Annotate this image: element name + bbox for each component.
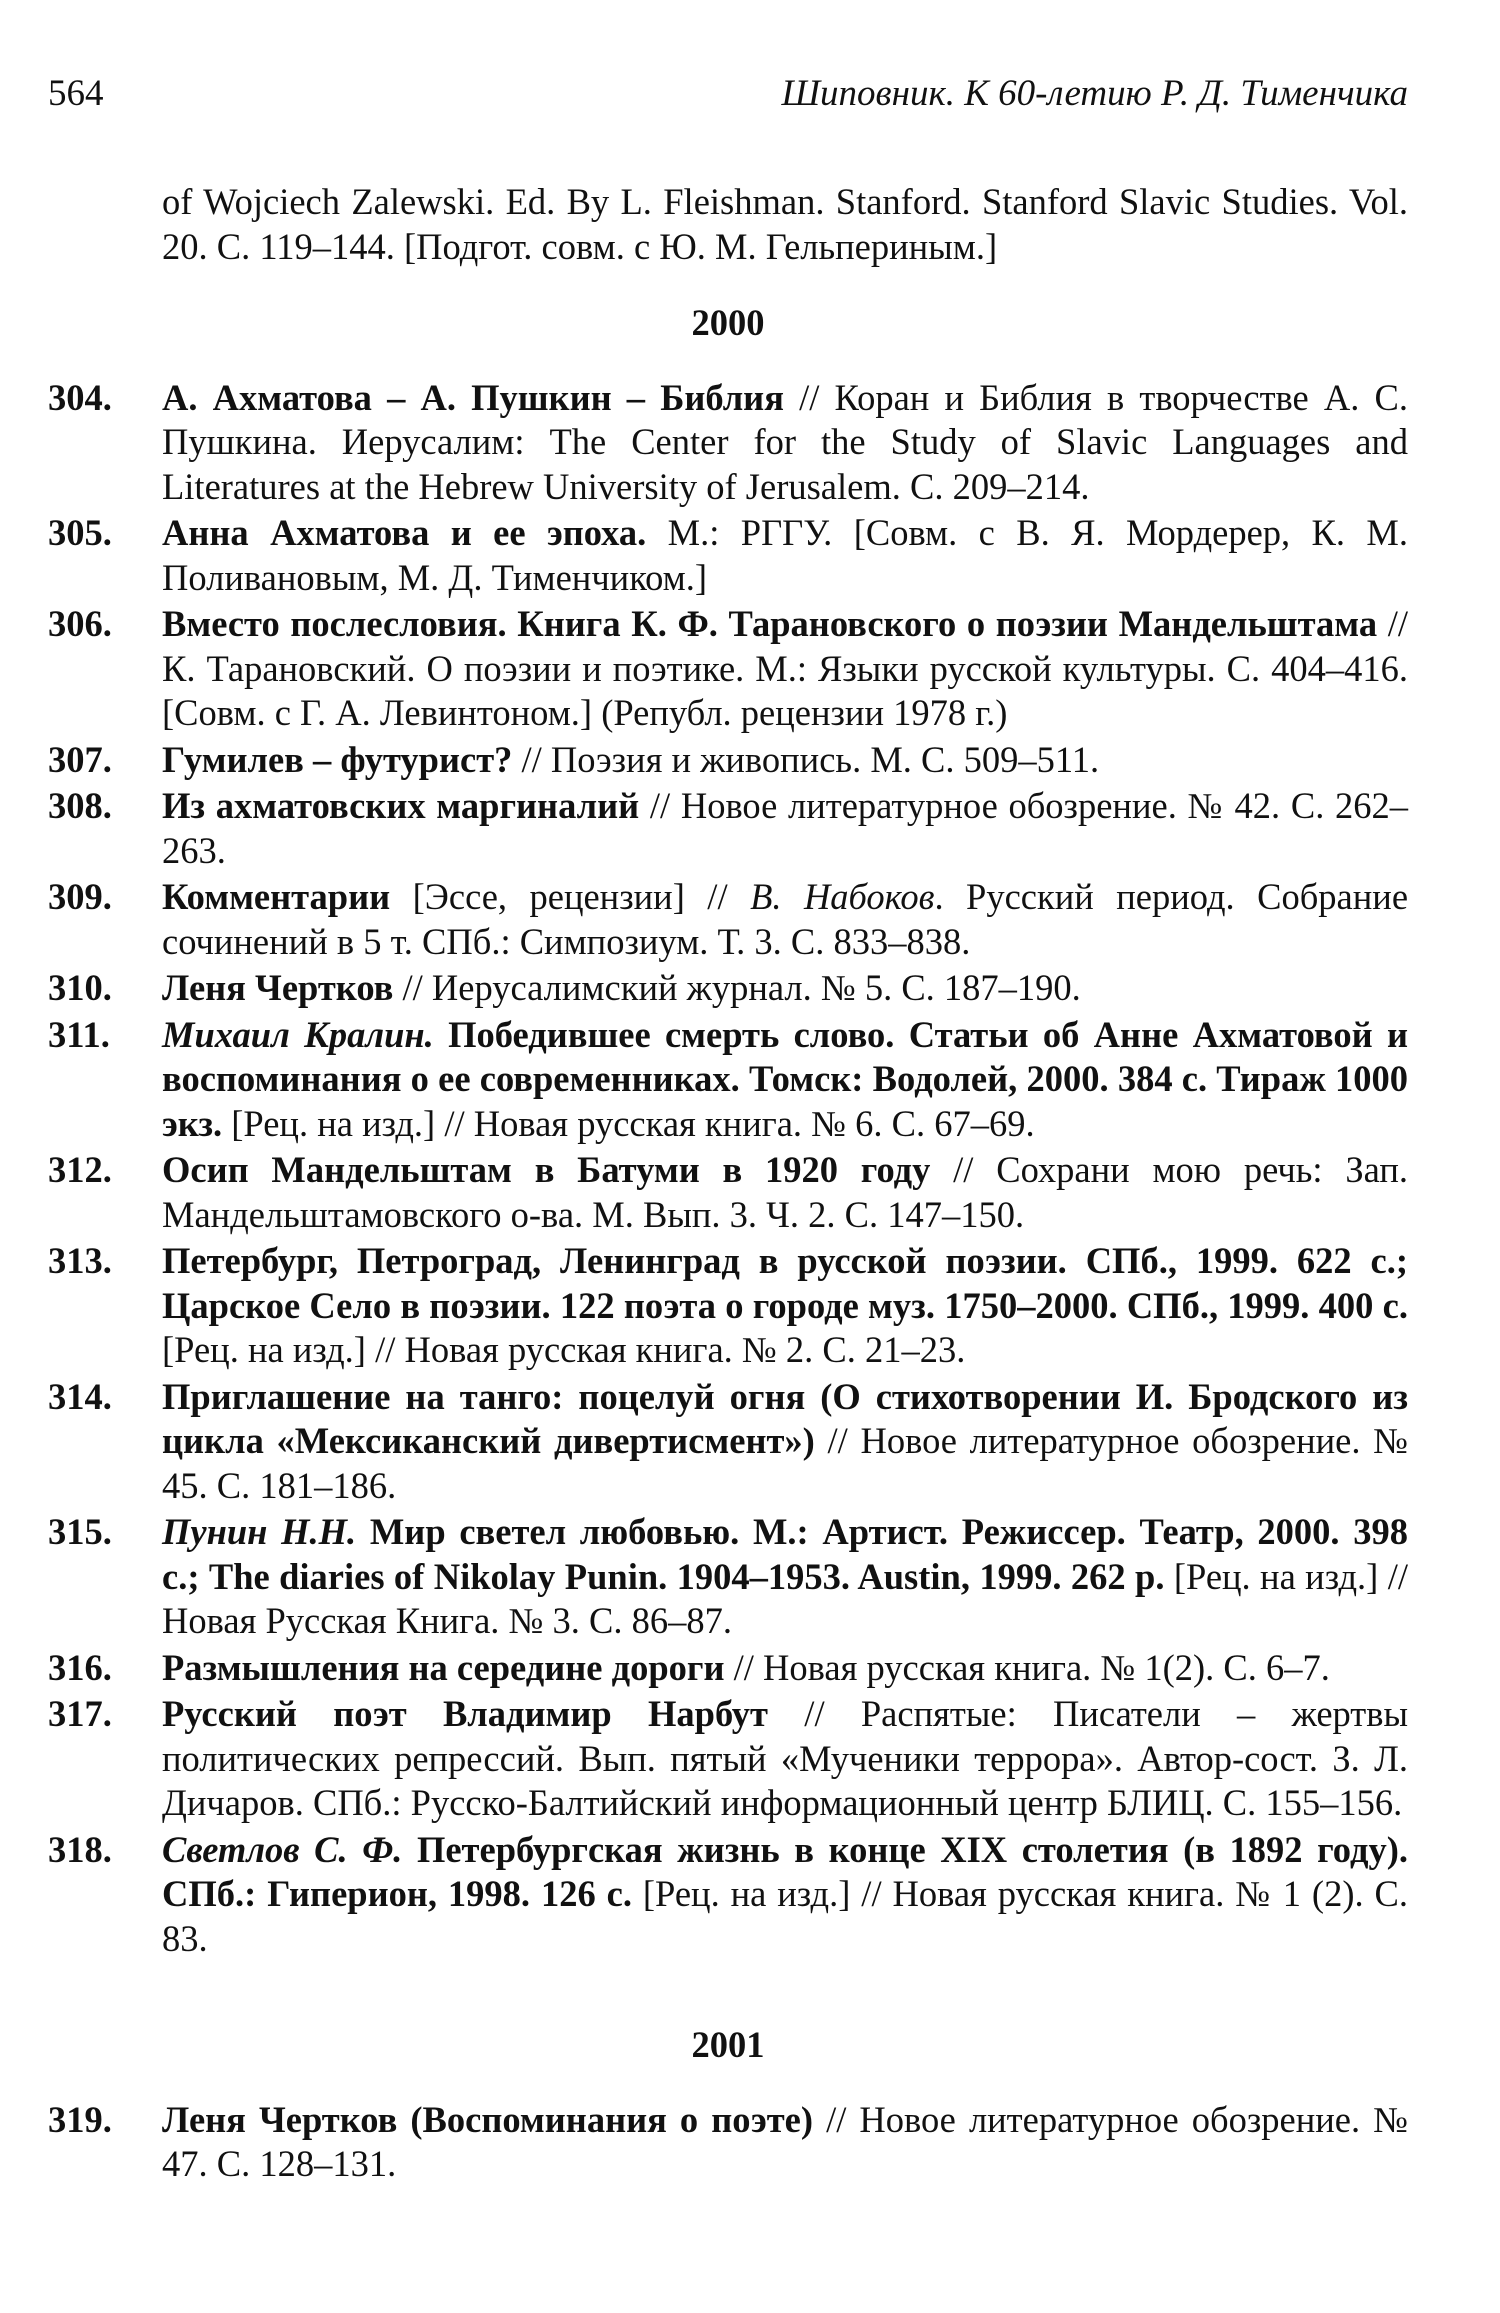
- entry-author: Михаил Кралин.: [162, 1013, 434, 1055]
- entry-details: [Эссе, рецензии] //: [390, 876, 751, 917]
- entry-details-continued: . Русский период. Собрание сочинений в 5 т. СПб.: Симпозиум. Т. 3. С. 833–838.: [162, 876, 1409, 962]
- entry-details: // Новое литературное обозрение. № 42. С. 262–263.: [162, 785, 1409, 871]
- entry-details: [Рец. на изд.] // Новая Русская Книга. № 3. С. 86–87.: [162, 1555, 1408, 1641]
- entry-details: М.: РГГУ. [Совм. с В. Я. Мордерер, К. М. Поливановым, М. Д. Тименчиком.]: [162, 512, 1409, 598]
- entry-307: [48, 738, 1408, 783]
- entry-312: [48, 1148, 1408, 1237]
- entry-title: Из ахматовских маргиналий: [162, 785, 640, 826]
- entry-title: Леня Чертков: [162, 967, 394, 1008]
- entry-number: 317.: [48, 1693, 112, 1734]
- entry-314: [48, 1375, 1408, 1509]
- entry-305: [48, 511, 1408, 600]
- entry-number: 311.: [48, 1013, 110, 1055]
- entry-details: // Новое литературное обозрение. № 47. С. 128–131.: [162, 2098, 1408, 2184]
- entry-title: Мир светел любовью. М.: Артист. Режиссер. Театр, 2000. 398 с.; The diaries of Nikolay Punin. 1904–1953. Austin, 1999. 262 p.: [162, 1511, 1408, 1597]
- entry-details: // Новая русская книга. № 1(2). С. 6–7.: [724, 1646, 1330, 1688]
- entry-title: Победившее смерть слово. Статьи об Анне Ахматовой и воспоминания о ее современниках. Томск: Водолей, 2000. 384 с. Тираж 1000 экз.: [162, 1013, 1409, 1144]
- entry-number: 314.: [48, 1375, 112, 1417]
- entry-number: 312.: [48, 1149, 112, 1190]
- entry-315: [48, 1510, 1408, 1644]
- entry-317: [48, 1692, 1408, 1826]
- entry-308: [48, 784, 1408, 873]
- entry-author: Пунин Н.Н.: [162, 1511, 357, 1552]
- entry-details: // Поэзия и живопись. М. С. 509–511.: [512, 738, 1100, 780]
- entry-number: 304.: [48, 376, 112, 418]
- entry-number: 316.: [48, 1646, 112, 1688]
- entry-number: 313.: [48, 1240, 112, 1281]
- entry-details: [Рец. на изд.] // Новая русская книга. № 2. С. 21–23.: [162, 1329, 966, 1370]
- bibliography-content: [48, 180, 1408, 2189]
- entry-details: [Рец. на изд.] // Новая русская книга. № 6. С. 67–69.: [222, 1102, 1035, 1144]
- continuation-paragraph: of Wojciech Zalewski. Ed. By L. Fleishman. Stanford. Stanford Slavic Studies. Vol. 20. С. 119–144. [Подгот. совм. с Ю. М. Гельпериным.]: [162, 181, 1408, 267]
- entry-italic-author: В. Набоков: [750, 876, 935, 917]
- entry-number: 318.: [48, 1828, 112, 1870]
- entry-title: Осип Мандельштам в Батуми в 1920 году: [162, 1149, 931, 1190]
- entry-title: Петербург, Петроград, Ленинград в русской поэзии. СПб., 1999. 622 с.; Царское Село в поэзии. 122 поэта о городе муз. 1750–2000. СПб., 1999. 400 с.: [162, 1240, 1408, 1326]
- running-title: Шиповник. К 60-летию Р. Д. Тименчика: [781, 73, 1408, 114]
- entry-details: // Сохрани мою речь: Зап. Мандельштамовского о-ва. М. Вып. 3. Ч. 2. С. 147–150.: [162, 1149, 1408, 1235]
- entry-309: [48, 875, 1408, 964]
- year-heading-2001: 2001: [691, 2024, 765, 2065]
- entry-author: Светлов С. Ф.: [162, 1828, 403, 1870]
- entry-title: Размышления на середине дороги: [162, 1646, 725, 1688]
- entry-details: [Рец. на изд.] // Новая русская книга. № 1 (2). С. 83.: [162, 1873, 1408, 1959]
- entry-313: [48, 1239, 1408, 1373]
- entry-title: А. Ахматова – А. Пушкин – Библия: [162, 376, 784, 418]
- entry-title: Анна Ахматова и ее эпоха.: [162, 512, 647, 553]
- entry-number: 310.: [48, 967, 112, 1008]
- entry-316: [48, 1646, 1408, 1691]
- entry-title: Леня Чертков (Воспоминания о поэте): [162, 2098, 814, 2140]
- entry-title: Гумилев – футурист?: [162, 738, 513, 780]
- entry-title: Приглашение на танго: поцелуй огня (О стихотворении И. Бродского из цикла «Мексиканский дивертисмент»): [162, 1375, 1408, 1461]
- page-number: 564: [48, 73, 104, 114]
- entry-title: Русский поэт Владимир Нарбут: [162, 1693, 768, 1734]
- entry-details: // Новое литературное обозрение. № 45. С. 181–186.: [162, 1420, 1408, 1506]
- entry-310: [48, 966, 1408, 1011]
- entry-title: Вместо послесловия. Книга К. Ф. Тарановского о поэзии Мандельштама: [162, 603, 1378, 644]
- entry-number: 319.: [48, 2098, 112, 2140]
- entry-details: // Иерусалимский журнал. № 5. С. 187–190.: [393, 967, 1081, 1008]
- entry-311: [48, 1013, 1408, 1147]
- entry-details: // Распятые: Писатели – жертвы политических репрессий. Вып. пятый «Мученики террора». Автор-сост. З. Л. Дичаров. СПб.: Русско-Балтийский информационный центр БЛИЦ. С. 155–156.: [162, 1693, 1408, 1823]
- entry-title: Комментарии: [162, 876, 391, 917]
- entry-number: 305.: [48, 512, 112, 553]
- entry-number: 308.: [48, 785, 112, 826]
- entry-number: 309.: [48, 876, 112, 917]
- entry-306: [48, 602, 1408, 736]
- entry-number: 315.: [48, 1511, 112, 1552]
- entry-304: [48, 376, 1408, 510]
- entry-318: [48, 1828, 1408, 1962]
- entry-details: // Коран и Библия в творчестве А. С. Пушкина. Иерусалим: The Center for the Study of Slavic Languages and Literatures at the Hebrew University of Jerusalem. С. 209–214.: [162, 376, 1408, 507]
- entry-number: 306.: [48, 603, 112, 644]
- entry-title: Петербургская жизнь в конце XIX столетия (в 1892 году). СПб.: Гиперион, 1998. 126 с.: [162, 1828, 1408, 1914]
- entry-319: [48, 2098, 1408, 2187]
- entry-details: // К. Тарановский. О поэзии и поэтике. М.: Языки русской культуры. С. 404–416. [Совм. с Г. А. Левинтоном.] (Републ. рецензии 1978 г.): [162, 603, 1408, 733]
- page-header: [48, 72, 1408, 122]
- year-heading-2000: 2000: [691, 302, 765, 343]
- entry-number: 307.: [48, 738, 112, 780]
